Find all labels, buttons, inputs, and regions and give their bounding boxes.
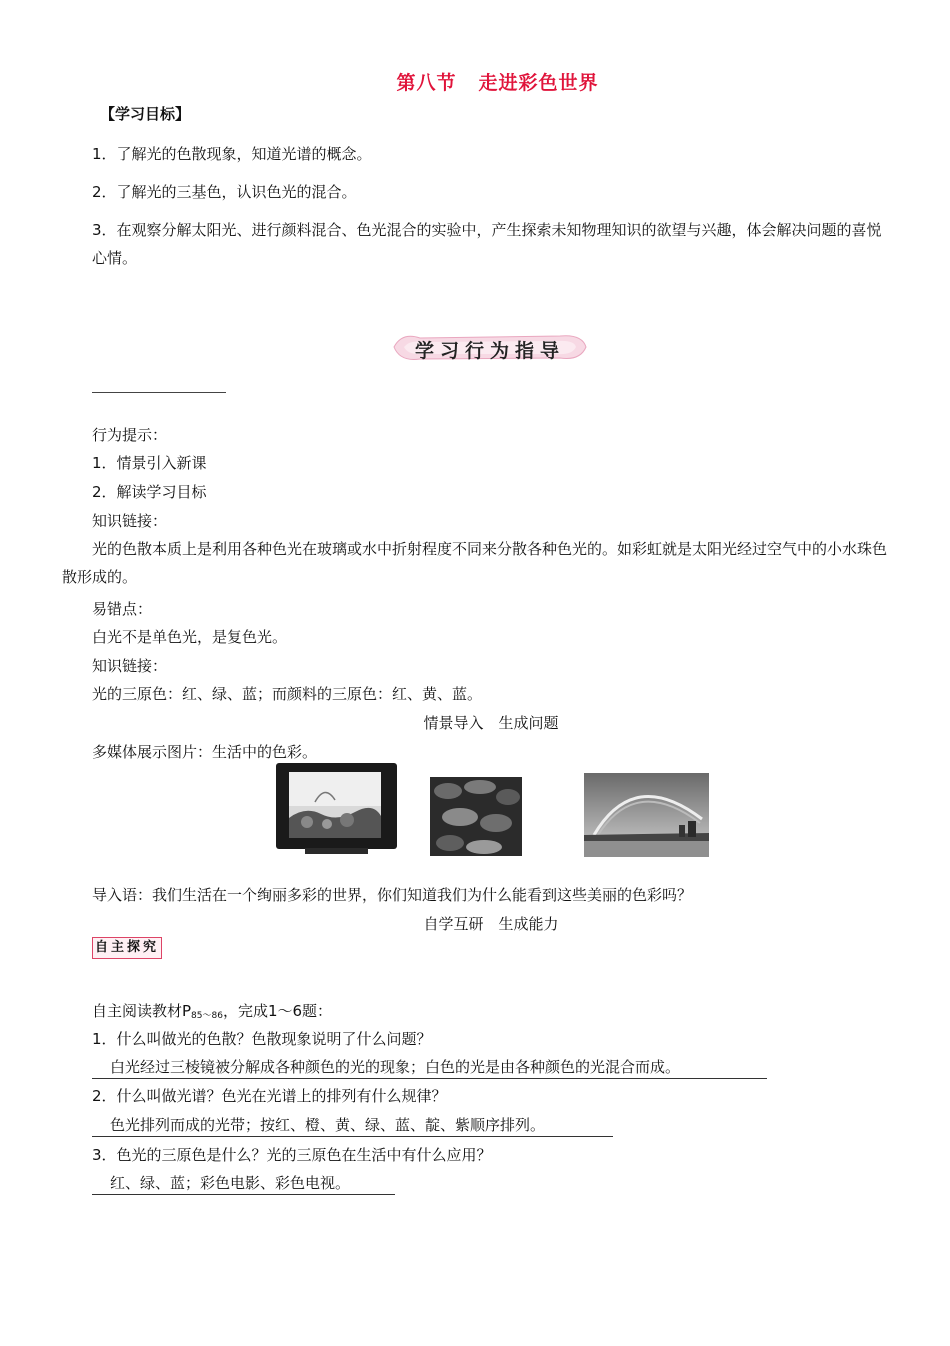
hint-label: 行为提示： [92,426,168,444]
study-guide-banner [390,330,590,364]
section-heading-scenario: 情景导入 生成问题 [423,714,559,732]
hint-item: 2．解读学习目标 [92,483,207,501]
banner-text: 学习行为指导 [414,340,565,362]
error-point-text: 白光不是单色光，是复色光。 [92,628,288,646]
multimedia-text: 多媒体展示图片：生活中的色彩。 [92,743,318,761]
self-explore-tag: 自主探究 [92,937,162,959]
knowledge-link-label: 知识链接： [92,512,168,530]
knowledge-link-label: 知识链接： [92,657,168,675]
title-section-name: 走进彩色世界 [478,72,599,94]
question-item: 3．色光的三原色是什么？光的三原色在生活中有什么应用？ [92,1146,492,1164]
hint-item: 1．情景引入新课 [92,454,207,472]
question-item: 1．什么叫做光的色散？色散现象说明了什么问题？ [92,1030,432,1048]
question-item: 2．什么叫做光谱？色光在光谱上的排列有什么规律？ [92,1087,447,1105]
tv-image [275,762,398,856]
page-title [0,68,950,95]
divider-line [92,392,226,393]
error-point-label: 易错点： [92,600,153,618]
reading-instruction: 自主阅读教材$P_{85\sim 86}$，完成1～6题： [92,1002,333,1021]
knowledge-link-text: 光的色散本质上是利用各种色光在玻璃或水中折射程度不同来分散各种色光的。如彩虹就是太阳光经过空气中的小水珠色散形成的。 [62,540,888,586]
rainbow-landscape-image [584,773,709,857]
objectives-heading: 【学习目标】 [100,105,191,123]
knowledge-link-text: 光的三原色：红、绿、蓝；而颜料的三原色：红、黄、蓝。 [92,685,483,703]
dark-texture-image [430,777,522,856]
answer-line: 白光经过三棱镜被分解成各种颜色的光的现象；白色的光是由各种颜色的光混合而成。 [92,1056,767,1079]
title-section-number: 第八节 [396,72,457,94]
answer-line: 红、绿、蓝；彩色电影、彩色电视。 [92,1172,395,1195]
answer-line: 色光排列而成的光带；按红、橙、黄、绿、蓝、靛、紫顺序排列。 [92,1114,613,1137]
objective-item: 2．了解光的三基色，认识色光的混合。 [92,183,357,201]
section-heading-self-study: 自学互研 生成能力 [423,915,559,933]
objective-item: 1．了解光的色散现象，知道光谱的概念。 [92,145,372,163]
intro-text: 导入语：我们生活在一个绚丽多彩的世界，你们知道我们为什么能看到这些美丽的色彩吗？ [92,886,693,904]
objective-item: 3．在观察分解太阳光、进行颜料混合、色光混合的实验中，产生探索未知物理知识的欲望与兴趣，体会解决问题的喜悦心情。 [92,221,882,267]
